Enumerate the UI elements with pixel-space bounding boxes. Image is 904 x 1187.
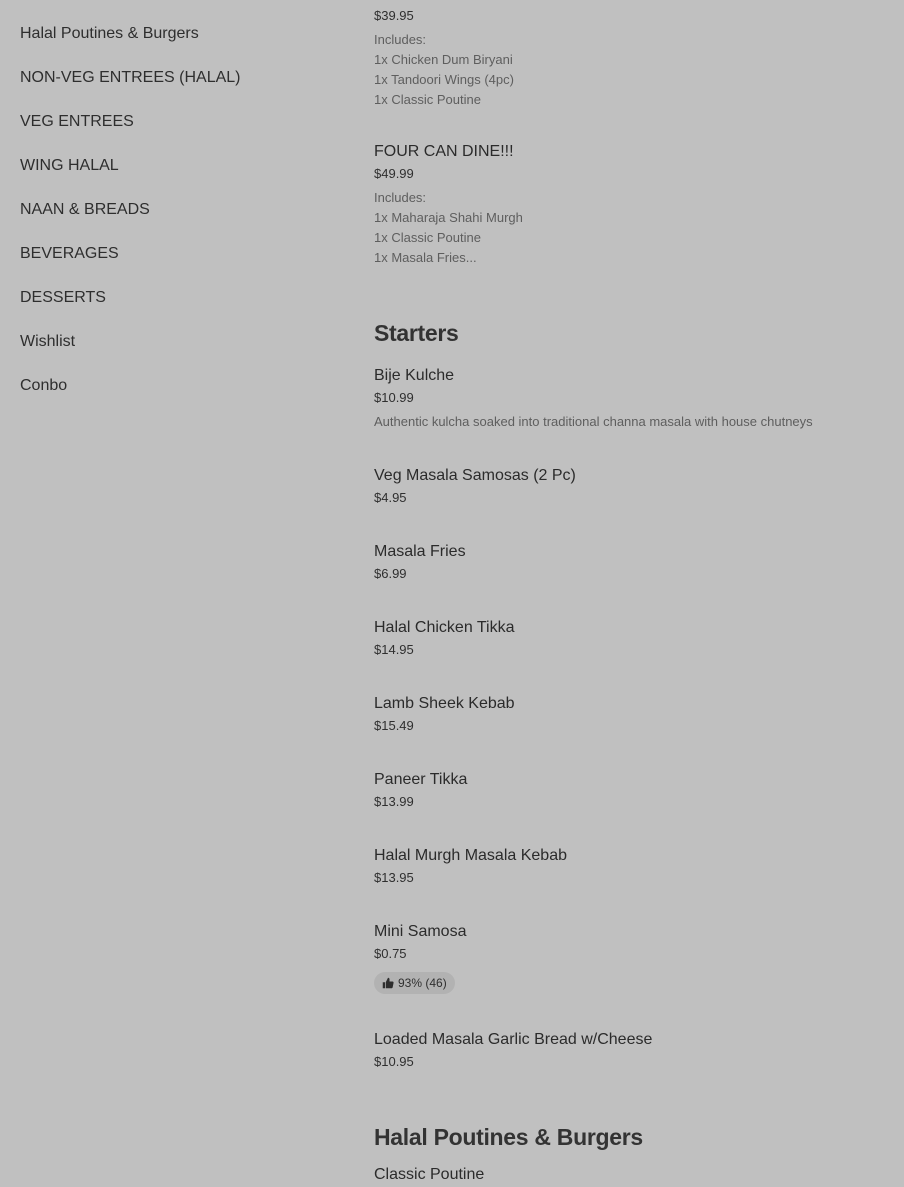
item-description <box>374 188 894 268</box>
thumbs-up-icon <box>382 977 394 989</box>
menu-item-bije-kulche[interactable] <box>374 364 894 432</box>
item-name: Veg Masala Samosas (2 Pc) <box>374 467 576 484</box>
sidebar-item-desserts[interactable]: DESSERTS <box>20 289 106 306</box>
item-price: $13.99 <box>374 794 414 809</box>
menu-item-loaded-masala-garlic-bread[interactable] <box>374 1028 894 1072</box>
item-price: $15.49 <box>374 718 414 733</box>
rating-text: 93% (46) <box>398 976 447 990</box>
item-name: Bije Kulche <box>374 367 455 384</box>
item-description <box>374 412 894 432</box>
item-name: Halal Murgh Masala Kebab <box>374 847 567 864</box>
menu-item-halal-chicken-tikka[interactable] <box>374 616 894 660</box>
item-price: $13.95 <box>374 870 414 885</box>
menu-item-paneer-tikka[interactable] <box>374 768 894 812</box>
item-price: $10.95 <box>374 1054 414 1069</box>
menu-item-combo[interactable] <box>374 6 894 110</box>
item-name: Loaded Masala Garlic Bread w/Cheese <box>374 1031 653 1048</box>
description-line: 1x Tandoori Wings (4pc) <box>374 72 514 87</box>
description-line: Authentic kulcha soaked into traditional channa masala with house chutneys <box>374 414 813 429</box>
item-name: Halal Chicken Tikka <box>374 619 515 636</box>
description-line: 1x Masala Fries... <box>374 250 477 265</box>
item-price: $6.99 <box>374 566 407 581</box>
item-price: $4.95 <box>374 490 407 505</box>
menu-item-mini-samosa[interactable] <box>374 920 894 994</box>
menu-item-four-can-dine[interactable] <box>374 140 894 268</box>
sidebar-item-wing-halal[interactable]: WING HALAL <box>20 157 119 174</box>
item-price: $14.95 <box>374 642 414 657</box>
item-price: $39.95 <box>374 8 414 23</box>
menu-item-classic-poutine[interactable] <box>374 1163 894 1187</box>
item-name: Masala Fries <box>374 543 466 560</box>
sidebar-item-conbo[interactable]: Conbo <box>20 377 68 394</box>
item-price: $10.99 <box>374 390 414 405</box>
item-name: Mini Samosa <box>374 923 467 940</box>
rating-badge <box>374 972 455 994</box>
sidebar-item-naan-breads[interactable]: NAAN & BREADS <box>20 201 150 218</box>
item-name: Lamb Sheek Kebab <box>374 695 515 712</box>
menu-item-halal-murgh-masala-kebab[interactable] <box>374 844 894 888</box>
sidebar-item-halal-poutines-burgers[interactable]: Halal Poutines & Burgers <box>20 25 199 42</box>
description-line: 1x Chicken Dum Biryani <box>374 52 513 67</box>
section-title-halal-poutines-burgers: Halal Poutines & Burgers <box>374 1124 643 1150</box>
item-price: $0.75 <box>374 946 407 961</box>
description-line: Includes: <box>374 190 427 205</box>
item-price: $49.99 <box>374 166 414 181</box>
menu-item-lamb-sheek-kebab[interactable] <box>374 692 894 736</box>
item-name: Classic Poutine <box>374 1166 485 1183</box>
menu-item-masala-fries[interactable] <box>374 540 894 584</box>
sidebar-item-veg-entrees[interactable]: VEG ENTREES <box>20 113 134 130</box>
description-line: Includes: <box>374 32 427 47</box>
category-sidebar <box>20 22 340 418</box>
item-name: FOUR CAN DINE!!! <box>374 143 514 160</box>
sidebar-item-beverages[interactable]: BEVERAGES <box>20 245 119 262</box>
menu-item-veg-masala-samosas[interactable] <box>374 464 894 508</box>
item-description <box>374 30 894 110</box>
sidebar-item-wishlist[interactable]: Wishlist <box>20 333 76 350</box>
sidebar-item-non-veg-entrees[interactable]: NON-VEG ENTREES (HALAL) <box>20 69 241 86</box>
description-line: 1x Classic Poutine <box>374 92 481 107</box>
section-title-starters: Starters <box>374 320 459 346</box>
item-name: Paneer Tikka <box>374 771 468 788</box>
description-line: 1x Classic Poutine <box>374 230 481 245</box>
description-line: 1x Maharaja Shahi Murgh <box>374 210 523 225</box>
